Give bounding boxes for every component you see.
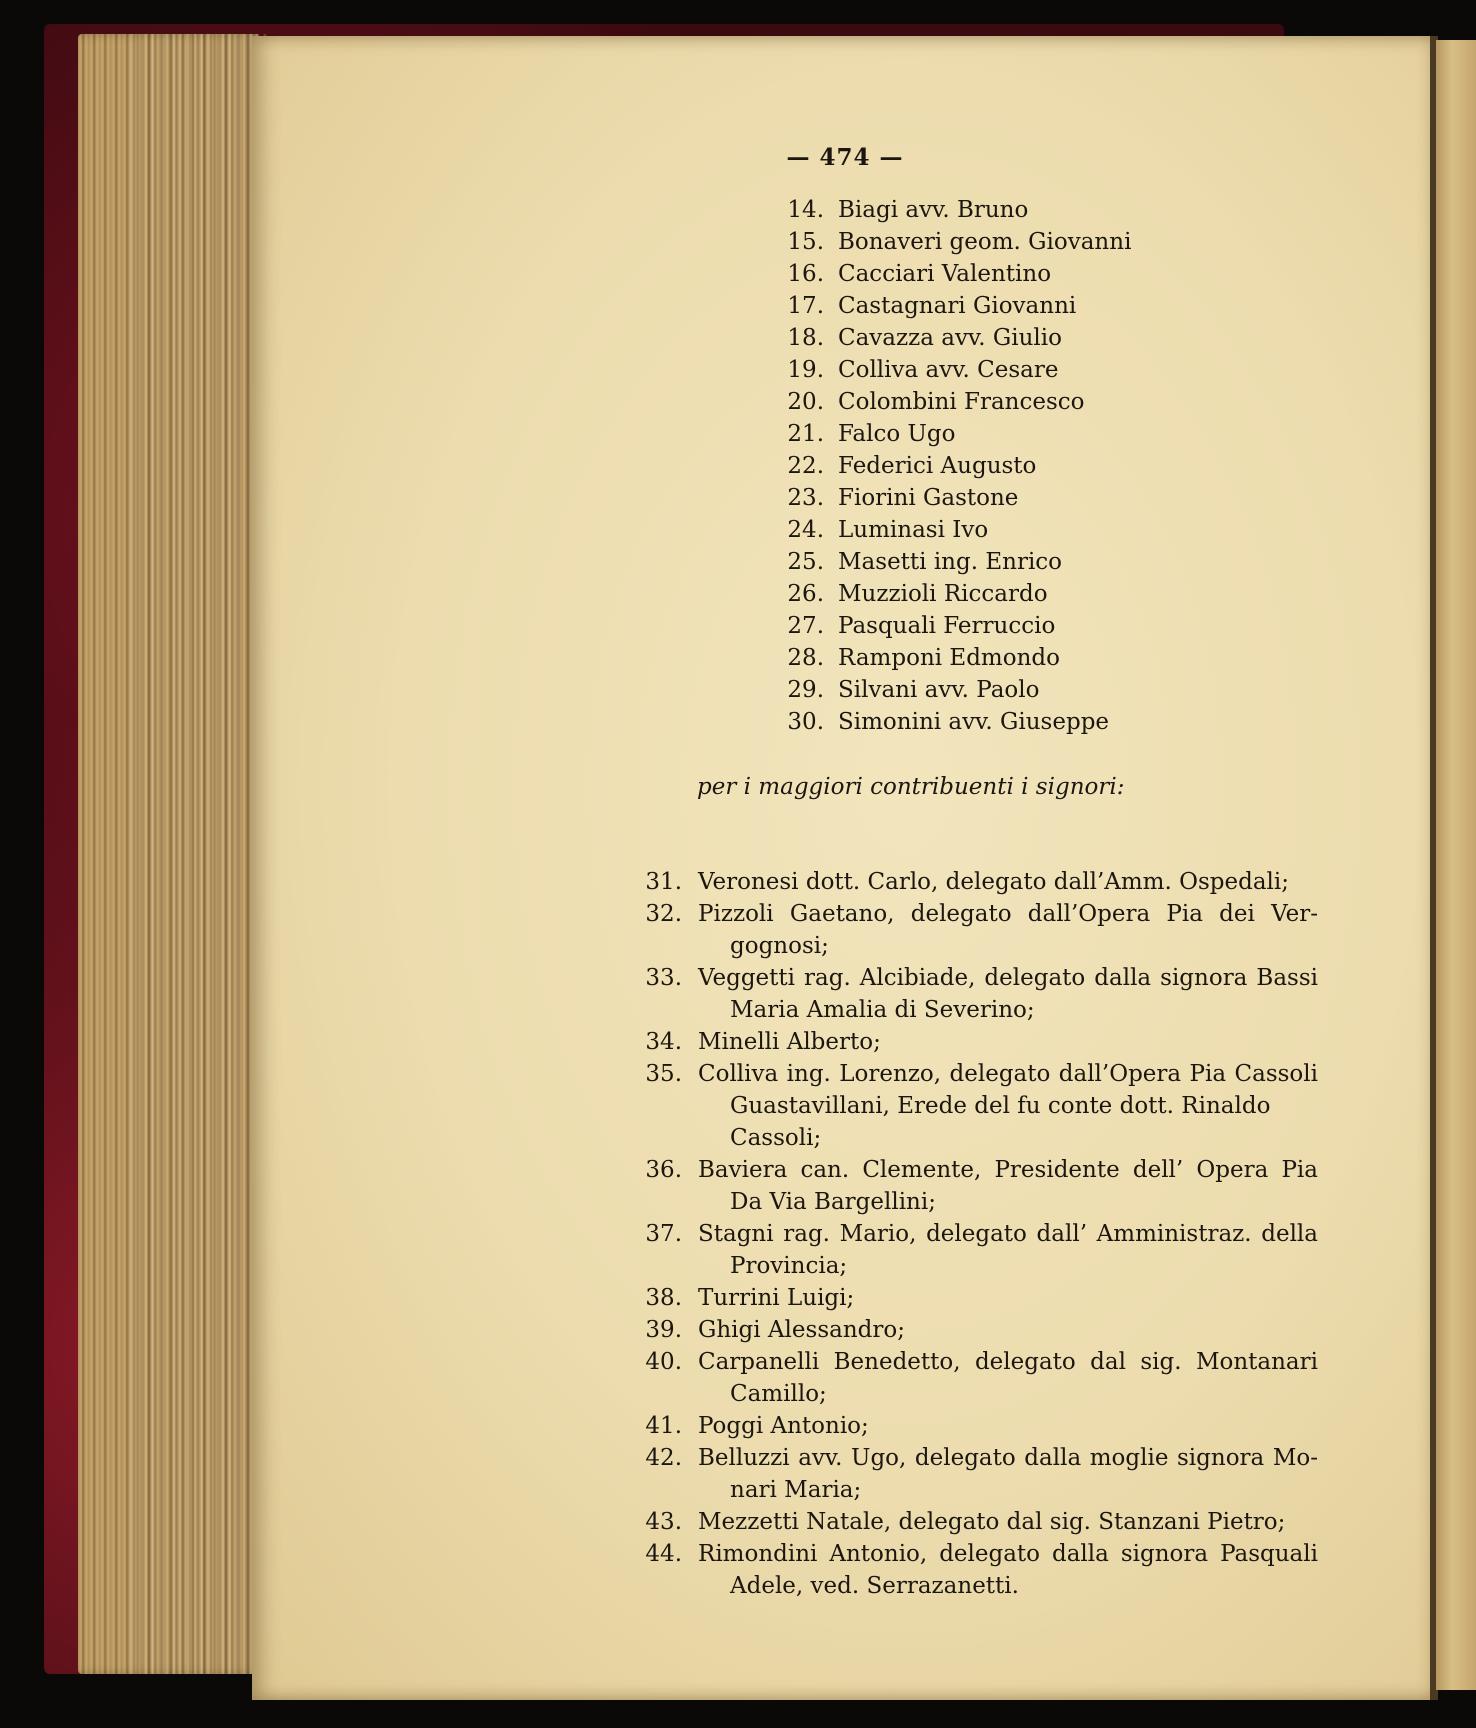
item-number: 28. [787,645,824,671]
list-item [640,1410,1318,1442]
list-item [782,706,1131,738]
item-number: 19. [787,357,824,383]
item-number: 16. [787,261,824,287]
entry-line: Provincia; [730,1253,848,1279]
list-item [782,546,1131,578]
list-item [640,1218,1318,1282]
item-number: 18. [787,325,824,351]
item-number: 17. [787,293,824,319]
item-number: 41. [645,1413,682,1439]
list-item [640,1154,1318,1218]
item-number: 29. [787,677,824,703]
entry-line: Guastavillani, Erede del fu conte dott. Rinaldo [730,1093,1271,1119]
item-number: 15. [787,229,824,255]
item-number: 27. [787,613,824,639]
item-number: 32. [645,901,682,927]
section-heading [252,774,1438,800]
entry-line: Colliva ing. Lorenzo, delegato dall’Opera Pia Cassoli [698,1061,1318,1087]
member-name: Biagi avv. Bruno [838,197,1029,223]
item-number: 44. [645,1541,682,1567]
item-number: 30. [787,709,824,735]
list-item [782,578,1131,610]
list-item [782,194,1131,226]
entry-line: Minelli Alberto; [698,1029,881,1055]
entry-line: Carpanelli Benedetto, delegato dal sig. Montanari [698,1349,1318,1375]
member-name: Colliva avv. Cesare [838,357,1059,383]
page-content [252,36,1438,1700]
list-item [782,354,1131,386]
list-item [782,226,1131,258]
list-item [640,1282,1318,1314]
list-item [782,258,1131,290]
list-item [640,1026,1318,1058]
list-item [782,610,1131,642]
entry-line: Baviera can. Clemente, Presidente dell’ Opera Pia [698,1157,1318,1183]
entry-line: Veronesi dott. Carlo, delegato dall’Amm. Ospedali; [698,869,1289,895]
member-name: Luminasi Ivo [838,517,989,543]
item-number: 24. [787,517,824,543]
entry-line: gognosi; [730,933,829,959]
entry-line: Pizzoli Gaetano, delegato dall’Opera Pia dei Ver- [698,901,1318,927]
item-number: 40. [645,1349,682,1375]
item-number: 34. [645,1029,682,1055]
entry-line: Poggi Antonio; [698,1413,869,1439]
list-item [640,866,1318,898]
page-edges-highlight [130,34,270,1674]
entry-line: Cassoli; [730,1125,822,1151]
section-heading-text: per i maggiori contribuenti i signori: [697,774,1125,800]
next-page-edge [1436,40,1476,1690]
list-item [782,674,1131,706]
member-name: Federici Augusto [838,453,1037,479]
item-number: 39. [645,1317,682,1343]
list-item [782,514,1131,546]
member-name: Castagnari Giovanni [838,293,1077,319]
list-item [640,1538,1318,1602]
list-item [782,418,1131,450]
entry-line: nari Maria; [730,1477,862,1503]
list-item [782,290,1131,322]
entry-line: Stagni rag. Mario, delegato dall’ Amministraz. della [698,1221,1318,1247]
member-name: Fiorini Gastone [838,485,1019,511]
member-name: Colombini Francesco [838,389,1085,415]
list-item [640,1442,1318,1506]
entry-line: Rimondini Antonio, delegato dalla signora Pasquali [698,1541,1318,1567]
item-number: 21. [787,421,824,447]
item-number: 26. [787,581,824,607]
member-name: Pasquali Ferruccio [838,613,1056,639]
list-item [782,322,1131,354]
council-members-list [782,194,1131,738]
contributors-list [640,866,1318,1602]
entry-line: Mezzetti Natale, delegato dal sig. Stanzani Pietro; [698,1509,1286,1535]
member-name: Simonini avv. Giuseppe [838,709,1110,735]
item-number: 14. [787,197,824,223]
entry-line: Ghigi Alessandro; [698,1317,905,1343]
list-item [782,450,1131,482]
item-number: 33. [645,965,682,991]
list-item [782,482,1131,514]
list-item [640,1346,1318,1410]
item-number: 38. [645,1285,682,1311]
item-number: 42. [645,1445,682,1471]
list-item [640,1314,1318,1346]
entry-line: Camillo; [730,1381,827,1407]
item-number: 43. [645,1509,682,1535]
item-number: 35. [645,1061,682,1087]
item-number: 37. [645,1221,682,1247]
member-name: Silvani avv. Paolo [838,677,1040,703]
member-name: Masetti ing. Enrico [838,549,1063,575]
item-number: 23. [787,485,824,511]
member-name: Muzzioli Riccardo [838,581,1048,607]
list-item [782,386,1131,418]
item-number: 20. [787,389,824,415]
entry-line: Maria Amalia di Severino; [730,997,1035,1023]
item-number: 31. [645,869,682,895]
member-name: Falco Ugo [838,421,956,447]
list-item [782,642,1131,674]
list-item [640,962,1318,1026]
entry-line: Da Via Bargellini; [730,1189,936,1215]
entry-line: Adele, ved. Serrazanetti. [730,1573,1019,1599]
entry-line: Veggetti rag. Alcibiade, delegato dalla signora Bassi [698,965,1318,991]
item-number: 36. [645,1157,682,1183]
item-number: 25. [787,549,824,575]
item-number: 22. [787,453,824,479]
member-name: Cavazza avv. Giulio [838,325,1062,351]
list-item [640,898,1318,962]
entry-line: Turrini Luigi; [698,1285,855,1311]
member-name: Ramponi Edmondo [838,645,1060,671]
list-item [640,1506,1318,1538]
page-number: — 474 — [786,144,904,171]
member-name: Bonaveri geom. Giovanni [838,229,1132,255]
entry-line: Belluzzi avv. Ugo, delegato dalla moglie signora Mo- [698,1445,1318,1471]
list-item [640,1058,1318,1154]
member-name: Cacciari Valentino [838,261,1052,287]
